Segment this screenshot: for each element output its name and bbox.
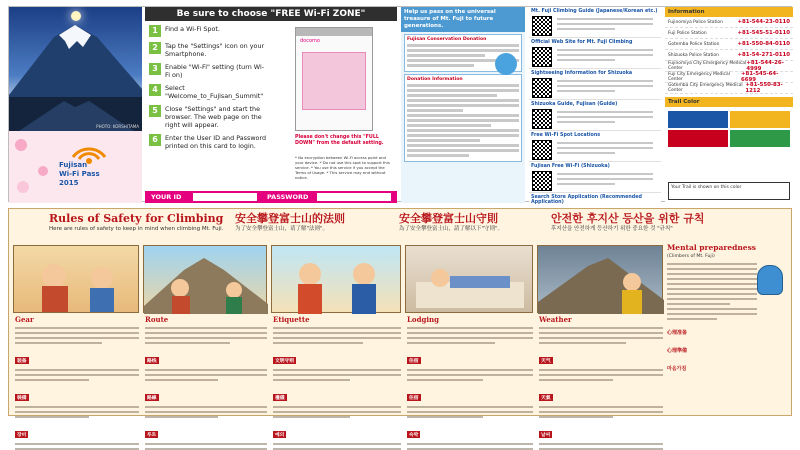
setup-step: 5 Close "Settings" and start the browser. The web page on the right will appear. bbox=[149, 105, 269, 129]
section-weather: Weather 天气 天氣 날씨 bbox=[539, 315, 663, 415]
wifi-zone-banner: Be sure to choose "FREE Wi-Fi ZONE" bbox=[145, 7, 397, 21]
qr-links-panel bbox=[529, 7, 661, 203]
qr-code-icon bbox=[532, 109, 552, 129]
qr-link[interactable]: Fujisan Free Wi-Fi (Shizuoka) bbox=[529, 162, 661, 193]
setup-step: 4 Select "Welcome_to_Fujisan_Summit" bbox=[149, 84, 269, 100]
trail-color-swatch bbox=[730, 130, 790, 147]
user-id-label: YOUR ID bbox=[151, 193, 182, 201]
photo-credit: PHOTO: KORSHITAMA bbox=[96, 124, 139, 129]
qr-code-icon bbox=[532, 171, 552, 191]
qr-link[interactable]: Mt. Fuji Climbing Guide (Japanese/Korean etc.) bbox=[529, 7, 661, 38]
contact-row: Fujinomiya City Emergency Medical Center +81-544-26-4999 bbox=[665, 61, 793, 72]
conservation-panel bbox=[401, 7, 525, 203]
contact-row: Gotemba City Emergency Medical Center +81-550-83-1212 bbox=[665, 83, 793, 94]
warning-text: Please don't change this "FULL DOWN" from the default setting. bbox=[295, 135, 384, 146]
qr-link[interactable]: Free Wi-Fi Spot Locations bbox=[529, 131, 661, 162]
setup-step: 2 Tap the "Settings" icon on your Smartphone. bbox=[149, 42, 269, 58]
usage-notes: * No encryption between Wi-Fi access point and your device. * Do not use this spot to support this service. * You use this service if you accept the Terms of Usage. * This service may end without notice. bbox=[295, 155, 390, 180]
mascot-icon bbox=[757, 265, 783, 295]
trail-note: Your Trail is shown on this color bbox=[668, 182, 790, 200]
information-head: Information bbox=[665, 7, 793, 17]
conservation-head: Help us pass on the universal treasure of Mt. Fuji to future generations. bbox=[401, 7, 525, 32]
title-chinese-simplified: 安全攀登富士山的法则 为了安全攀登富士山，请了解"法则"。 bbox=[235, 212, 345, 232]
qr-code-icon bbox=[532, 140, 552, 160]
mental-preparedness-text bbox=[667, 263, 757, 323]
wifi-setup-panel bbox=[145, 7, 397, 203]
setup-step: 3 Enable "Wi-Fi" setting (turn Wi-Fi on) bbox=[149, 63, 269, 79]
title-korean: 안전한 후지산 등산을 위한 규칙 후지산을 안전하게 등산하기 위한 중요한 것 "규칙" bbox=[551, 212, 705, 232]
donation-info-box: Donation Information bbox=[404, 74, 522, 162]
title-english: Rules of Safety for Climbing Here are rules of safety to keep in mind when climbing Mt. Fuji. bbox=[49, 212, 224, 232]
credentials-bar bbox=[145, 191, 397, 203]
password-label: PASSWORD bbox=[267, 193, 309, 201]
trail-color-legend bbox=[668, 111, 790, 147]
mt-fuji-photo bbox=[9, 7, 142, 131]
wifi-pass-logo bbox=[9, 131, 142, 203]
donation-box: Fujisan Conservation Donation bbox=[404, 34, 522, 72]
login-screen-mockup bbox=[302, 52, 366, 110]
mental-preparedness-head: Mental preparedness bbox=[667, 243, 757, 252]
contact-row: Fujinomiya Police Station +81-544-23-0110 bbox=[665, 17, 793, 28]
mascot-icon bbox=[495, 53, 517, 75]
contact-row: Fuji City Emergency Medical Center +81-545-64-6699 bbox=[665, 72, 793, 83]
wifi-pass-title: Fujisan Wi-Fi Pass 2015 bbox=[59, 161, 100, 187]
contact-row: Fuji Police Station +81-545-51-0110 bbox=[665, 28, 793, 39]
mental-preparedness-labels: 心理准备 心理準備 마음가짐 bbox=[667, 330, 688, 372]
poster-title-bar bbox=[9, 209, 793, 245]
section-route: Route 路线 路線 루트 bbox=[145, 315, 267, 415]
phone-mockup bbox=[295, 27, 373, 131]
information-panel bbox=[665, 7, 793, 203]
trail-color-swatch bbox=[668, 111, 728, 128]
section-etiquette: Etiquette 文明守则 禮儀 예의 bbox=[273, 315, 401, 415]
safety-rules-poster bbox=[8, 208, 792, 438]
illustration-gear bbox=[13, 245, 139, 313]
mountain-illustration bbox=[9, 7, 142, 131]
trail-color-head: Trail Color bbox=[665, 97, 793, 107]
illustration-lodging bbox=[405, 245, 533, 313]
illustration-etiquette bbox=[271, 245, 401, 313]
illustration-weather bbox=[537, 245, 663, 313]
wifi-pass-card bbox=[8, 6, 792, 205]
qr-code-icon bbox=[532, 16, 552, 36]
qr-link[interactable]: Official Web Site for Mt. Fuji Climbing bbox=[529, 38, 661, 69]
setup-steps bbox=[149, 25, 269, 155]
qr-link[interactable]: Search Store Application (Recommended Application) bbox=[531, 195, 642, 205]
qr-link[interactable]: Sightseeing Information for Shizuoka bbox=[529, 69, 661, 100]
contact-row: Shizuoka Police Station +81-54-271-0110 bbox=[665, 50, 793, 61]
section-gear: Gear 装备 裝備 장비 bbox=[15, 315, 139, 415]
user-id-field bbox=[193, 193, 257, 201]
trail-color-swatch bbox=[668, 130, 728, 147]
contact-row: Gotemba Police Station +81-550-84-0110 bbox=[665, 39, 793, 50]
mental-preparedness-sub: (Climbers of Mt. Fuji) bbox=[667, 254, 715, 259]
qr-link[interactable]: Shizuoka Guide, Fujisan (Guide) bbox=[529, 100, 661, 131]
flower-icon bbox=[9, 131, 59, 203]
illustration-route bbox=[143, 245, 267, 313]
section-lodging: Lodging 住宿 住宿 숙박 bbox=[407, 315, 533, 415]
title-chinese-traditional: 安全攀登富士山守則 為了安全攀登富士山，請了解以下"守則"。 bbox=[399, 212, 504, 232]
password-field bbox=[317, 193, 391, 201]
qr-code-icon bbox=[532, 47, 552, 67]
qr-code-icon bbox=[532, 78, 552, 98]
trail-color-swatch bbox=[730, 111, 790, 128]
setup-step: 1 Find a Wi-Fi Spot. bbox=[149, 25, 269, 37]
phone-brand: docomo bbox=[300, 38, 320, 44]
setup-step: 6 Enter the User ID and Password printed on this card to login. bbox=[149, 134, 269, 150]
